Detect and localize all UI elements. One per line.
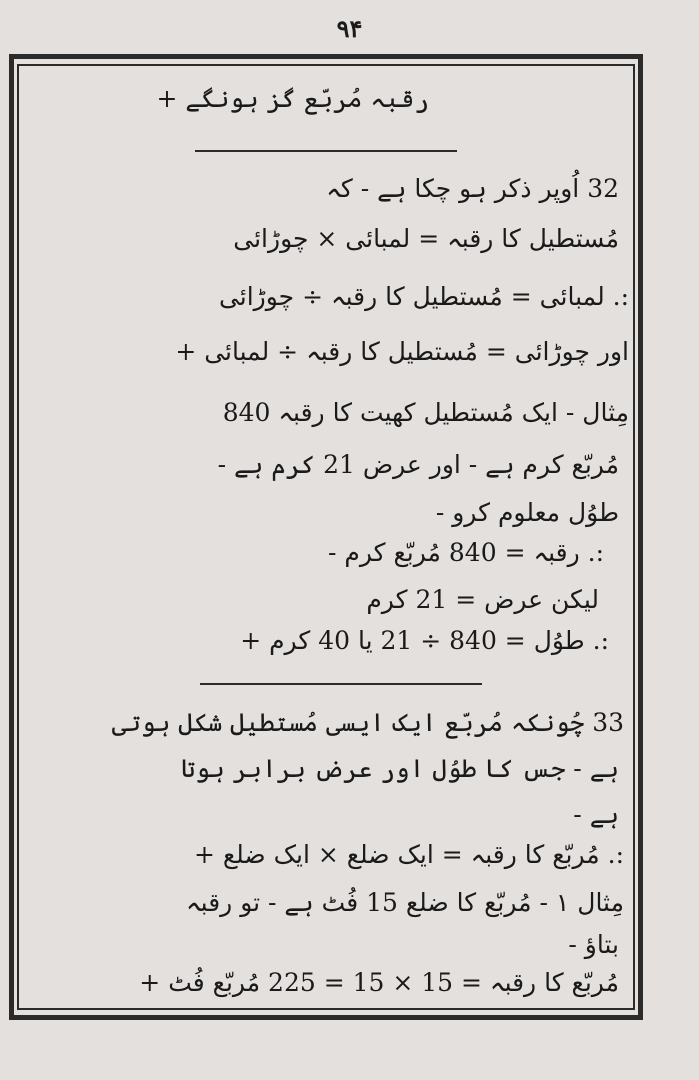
text-line-7: مُربّع کرم ہے - اور عرض 21 کرم ہے -: [217, 450, 619, 479]
example-1-solution: مُربّع کا رقبہ = 15 × 15 = 225 مُربّع فُٹ +: [139, 968, 619, 997]
text-line-8: طوُل معلوم کرو -: [435, 498, 619, 527]
text-line-17: بتاؤ -: [568, 930, 619, 959]
text-line-3: مُستطیل کا رقبہ = لمبائی × چوڑائی: [233, 224, 619, 253]
formula-length: :. لمبائی = مُستطیل کا رقبہ ÷ چوڑائی: [218, 282, 629, 311]
formula-width: اور چوڑائی = مُستطیل کا رقبہ ÷ لمبائی +: [175, 337, 629, 366]
formula-square-area: :. مُربّع کا رقبہ = ایک ضلع × ایک ضلع +: [193, 840, 624, 869]
solution-width: لیکن عرض = 21 کرم: [366, 585, 599, 614]
text-line-1: رقبہ مُربّع گز ہونگے +: [156, 84, 429, 113]
solution-area: :. رقبہ = 840 مُربّع کرم -: [327, 538, 604, 567]
text-line-13: ہے - جس کا طوُل اور عرض برابر ہوتا: [180, 754, 619, 783]
section-32-heading: 32 اُوپر ذکر ہو چکا ہے - کہ: [326, 174, 619, 203]
section-divider-1: [195, 150, 457, 152]
section-33-heading: 33 چُونکہ مُربّع ایک ایسی مُستطیل شکل ہوتی: [111, 708, 624, 737]
page-number: ۹۴: [336, 14, 363, 43]
section-divider-2: [200, 683, 482, 685]
example-heading: مِثال - ایک مُستطیل کھیت کا رقبہ 840: [222, 398, 629, 427]
example-1-heading: مِثال ۱ - مُربّع کا ضلع 15 فُٹ ہے - تو رقبہ: [186, 888, 624, 917]
solution-length: :. طوُل = 840 ÷ 21 یا 40 کرم +: [240, 626, 609, 655]
text-line-14: ہے -: [573, 800, 619, 829]
